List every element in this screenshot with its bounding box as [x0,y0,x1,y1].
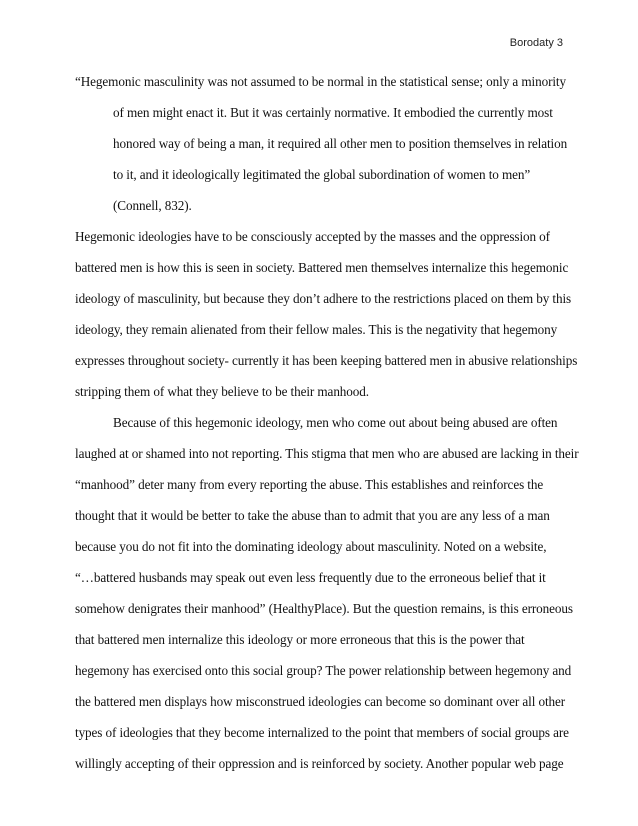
running-header: Borodaty 3 [509,37,563,49]
paragraph-line: “…battered husbands may speak out even less frequently due to the erroneous belief that it [75,570,546,585]
paragraph-line: battered men is how this is seen in society. Battered men themselves internalize this hegemonic [75,260,569,275]
paragraph-line: Hegemonic ideologies have to be consciously accepted by the masses and the oppression of [75,229,550,244]
paragraph-line: that battered men internalize this ideology or more erroneous that this is the power that [75,632,525,647]
quote-line: “Hegemonic masculinity was not assumed to be normal in the statistical sense; only a minority [75,74,566,89]
quote-citation: (Connell, 832). [113,198,192,213]
paragraph-line: willingly accepting of their oppression and is reinforced by society. Another popular web page [75,756,564,771]
paragraph-line: “manhood” deter many from every reporting the abuse. This establishes and reinforces the [75,477,544,492]
paragraph-line: the battered men displays how misconstrued ideologies can become so dominant over all other [75,694,566,709]
paragraph-line: ideology of masculinity, but because they don’t adhere to the restrictions placed on them by this [75,291,572,306]
paragraph-line: ideology, they remain alienated from their fellow males. This is the negativity that hegemony [75,322,558,337]
paragraph-line: because you do not fit into the dominating ideology about masculinity. Noted on a website, [75,539,547,554]
paragraph-line: thought that it would be better to take the abuse than to admit that you are any less of a man [75,508,550,523]
quote-line: of men might enact it. But it was certainly normative. It embodied the currently most [113,105,553,120]
quote-line: honored way of being a man, it required all other men to position themselves in relation [113,136,568,151]
paragraph-line: types of ideologies that they become internalized to the point that members of social groups are [75,725,569,740]
paragraph-line: laughed at or shamed into not reporting. This stigma that men who are abused are lacking in their [75,446,579,461]
paragraph-line: somehow denigrates their manhood” (HealthyPlace). But the question remains, is this erroneous [75,601,573,616]
quote-line: to it, and it ideologically legitimated the global subordination of women to men” [113,167,531,182]
paragraph-line: stripping them of what they believe to be their manhood. [75,384,369,399]
paragraph-line: Because of this hegemonic ideology, men who come out about being abused are often [113,415,558,430]
paragraph-line: expresses throughout society- currently it has been keeping battered men in abusive relationships [75,353,578,368]
paragraph-line: hegemony has exercised onto this social group? The power relationship between hegemony and [75,663,572,678]
